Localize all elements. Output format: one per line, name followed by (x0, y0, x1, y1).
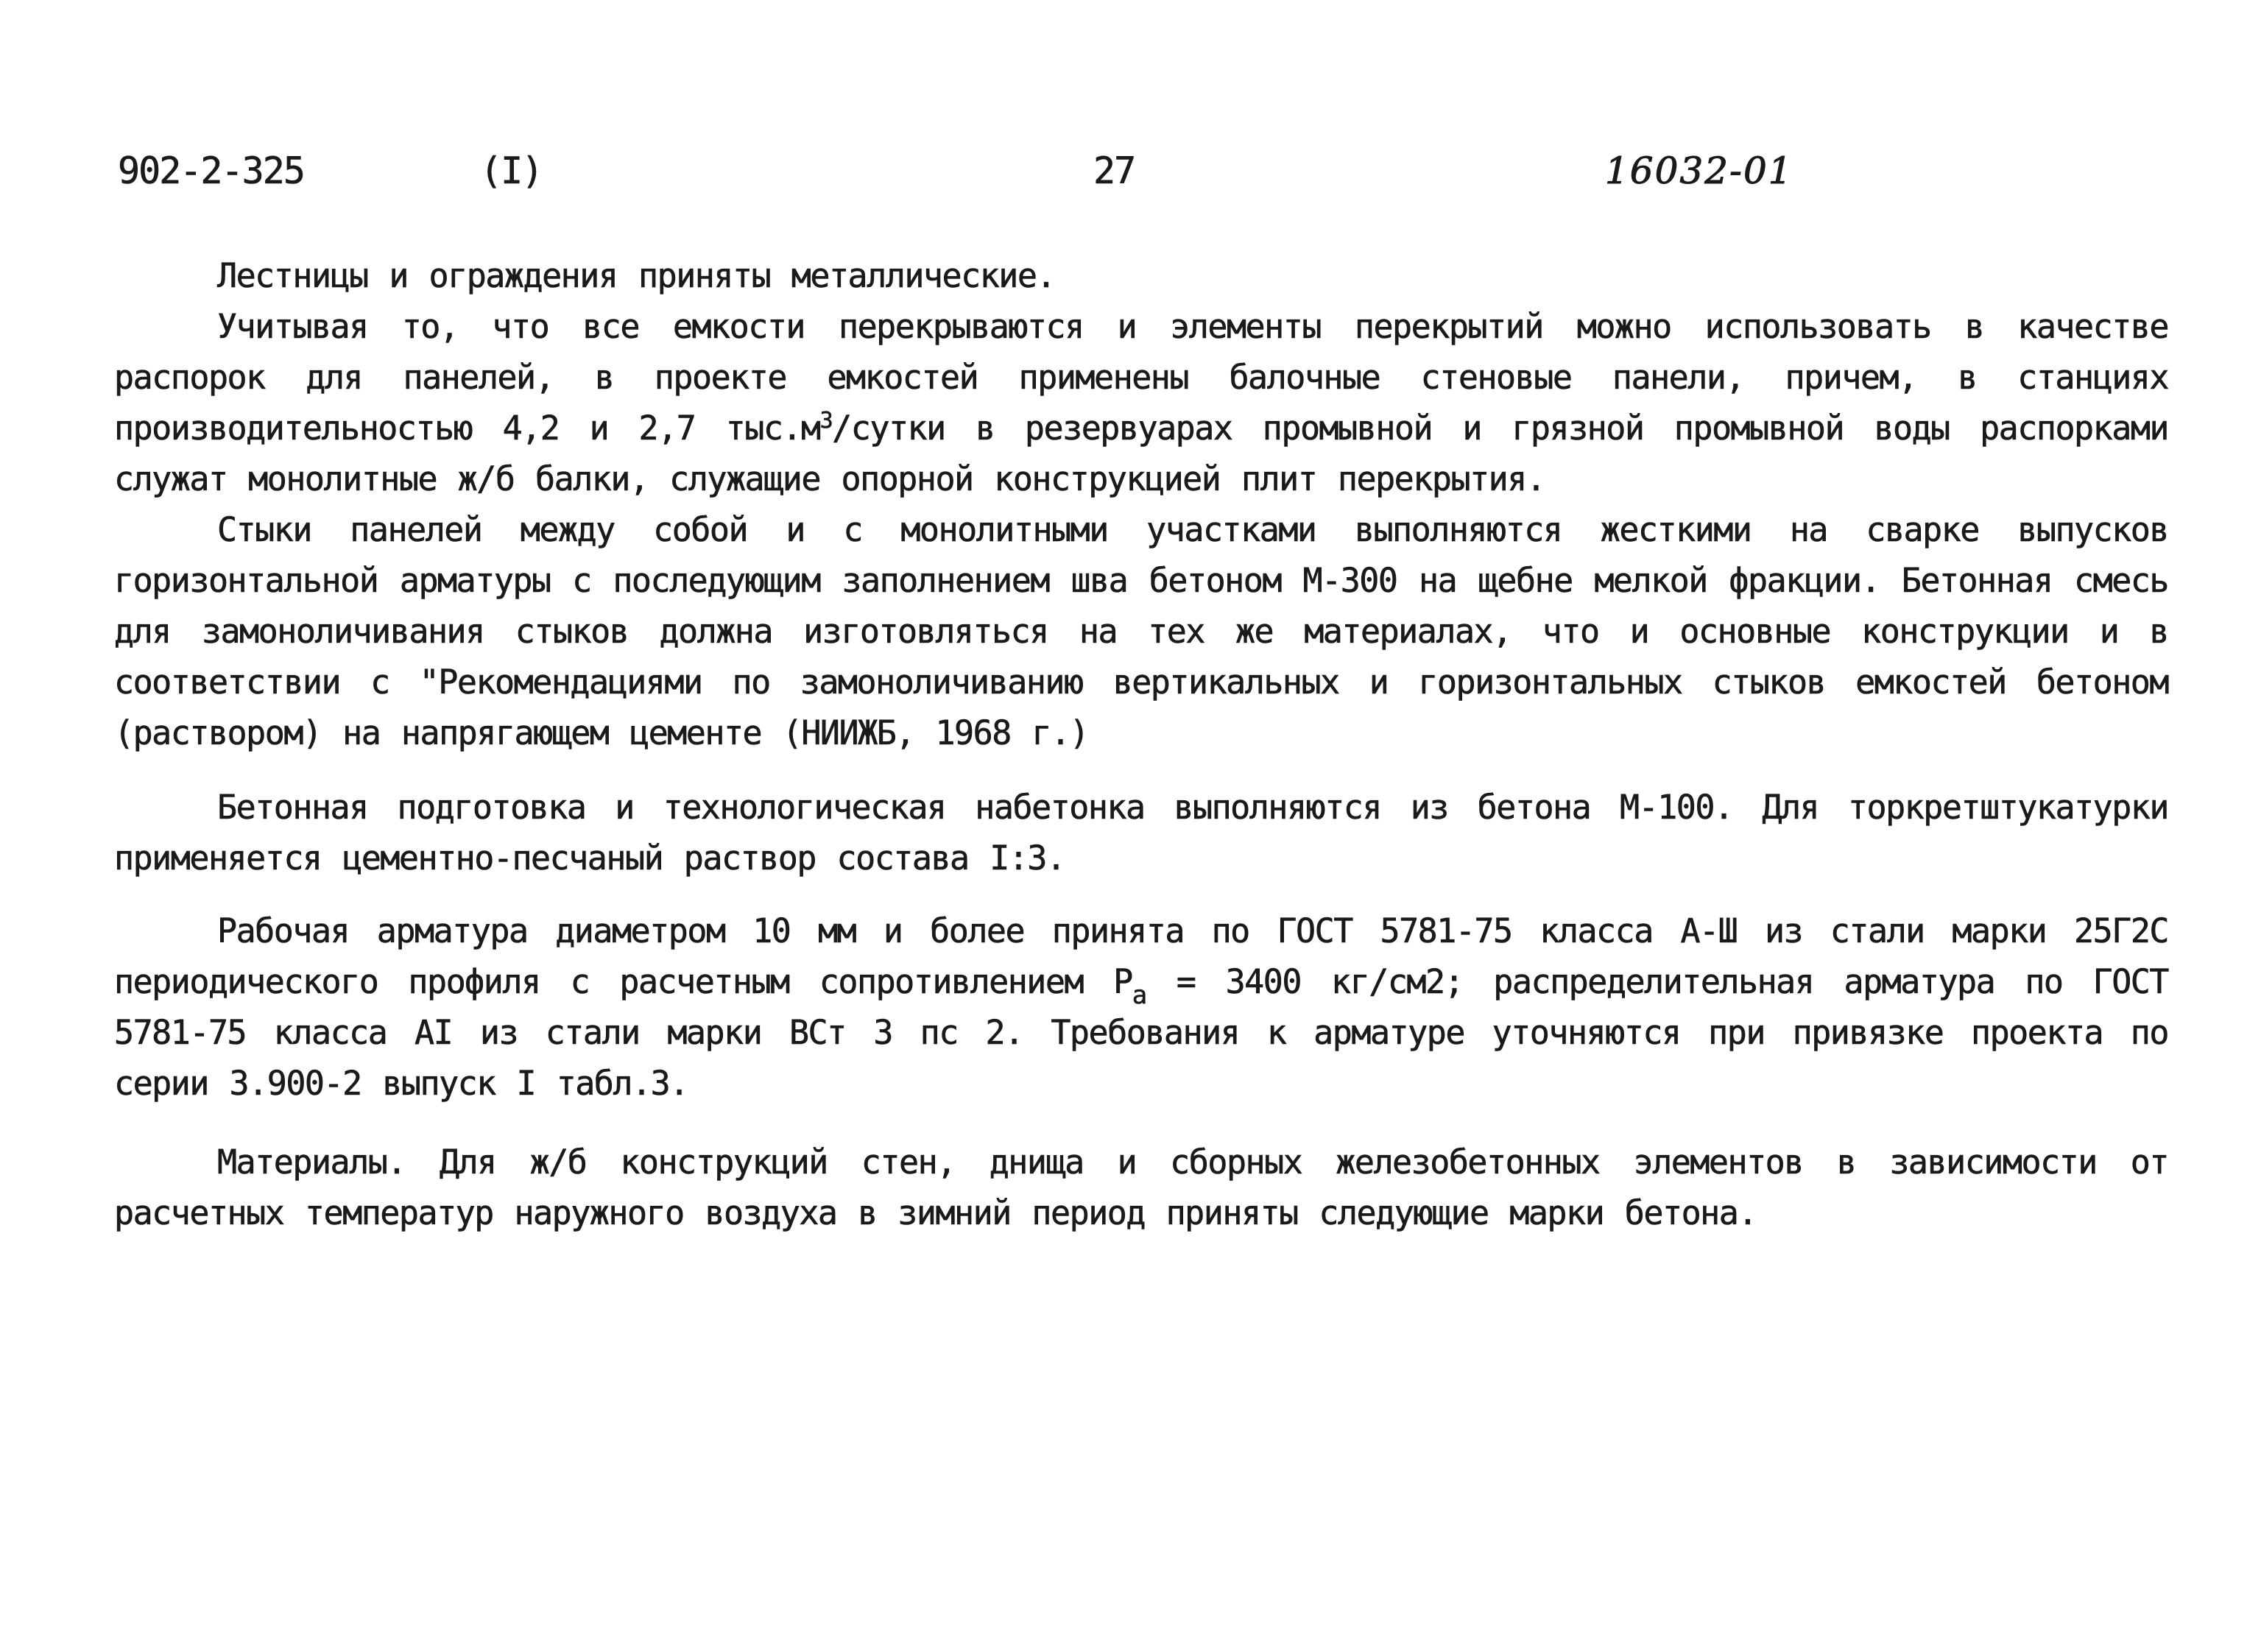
paragraph-text: Материалы. Для ж/б конструкций стен, днища и сборных железобетонных элементов в зависимости от расчетных температур наружного воздуха в зимний период приняты следующие марки бетона. (114, 1143, 2168, 1232)
paragraph-wall-panels (114, 301, 2168, 504)
paragraph-materials (114, 1137, 2168, 1238)
paragraph-text: Учитывая то, что все емкости перекрываются и элементы перекрытий можно использовать в качестве распорок для панелей, в проекте емкостей применены балочные стеновые панели, причем, в станциях производительностью 4,2 и 2,7 тыс.м (114, 307, 2168, 448)
paragraph-text: Стыки панелей между собой и с монолитными участками выполняются жесткими на сварке выпусков горизонтальной арматуры с последующим заполнением шва бетоном М-300 на щебне мелкой фракции. Бетонная смесь для замоноличивания стыков должна изготовляться на тех же материалах, что и основные конструкции и в соответствии с "Рекомендациями по замоноличиванию вертикальных и горизонтальных стыков емкостей бетоном (раствором) на напрягающем цементе (НИИЖБ, 1968 г.) (114, 510, 2168, 752)
paragraph-text: Бетонная подготовка и технологическая набетонка выполняются из бетона М-100. Для торкретштукатурки применяется цементно-песчаный раствор состава I:3. (114, 788, 2168, 878)
paragraph-concrete-prep (114, 782, 2168, 883)
subscript: а (1132, 981, 1146, 1010)
document-part: (I) (480, 149, 543, 192)
paragraph-text: /сутки в резервуарах промывной и грязной промывной воды распорками служат монолитные ж/б балки, служащие опорной конструкцией плит перекрытия. (114, 409, 2169, 498)
archive-number: 16032-01 (1605, 149, 1793, 192)
superscript: 3 (819, 408, 833, 434)
document-code: 902-2-325 (118, 149, 304, 192)
paragraph-stairs (114, 250, 2168, 301)
paragraph-text: = 3400 кг/см2; распределительная арматура по ГОСТ 5781-75 класса АI из стали марки ВСт 3 пс 2. Требования к арматуре уточняются при привязке проекта по серии 3.900-2 выпуск I табл.3. (114, 962, 2168, 1103)
paragraph-text: Рабочая арматура диаметром 10 мм и более принята по ГОСТ 5781-75 класса А-Ш из стали марки 25Г2С периодического профиля с расчетным сопротивлением Р (114, 911, 2168, 1001)
paragraph-text: Лестницы и ограждения приняты металлические. (217, 256, 1056, 295)
page-number: 27 (1093, 149, 1135, 192)
paragraph-reinforcement (114, 906, 2168, 1109)
paragraph-joints (114, 504, 2168, 758)
